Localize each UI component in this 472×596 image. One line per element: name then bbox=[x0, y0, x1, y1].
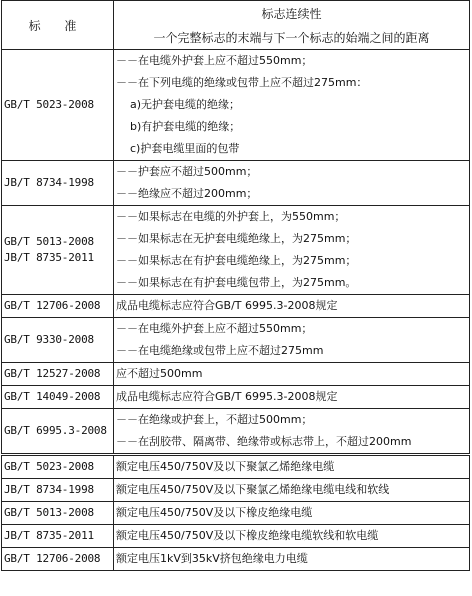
requirement-line: －－绝缘应不超过200mm； bbox=[116, 187, 258, 200]
standard-cell bbox=[2, 409, 114, 455]
table-row bbox=[2, 363, 470, 386]
standard-cell bbox=[2, 295, 114, 318]
note-row bbox=[2, 525, 470, 548]
continuity-cell bbox=[114, 295, 470, 318]
requirement-line: a)无护套电缆的绝缘； bbox=[130, 98, 241, 111]
note-standard-code: JB/T 8735-2011 bbox=[2, 525, 114, 548]
note-standard-code: GB/T 5023-2008 bbox=[2, 455, 114, 479]
requirement-line: b)有护套电缆的绝缘； bbox=[130, 120, 241, 133]
continuity-cell bbox=[114, 409, 470, 455]
requirement-line: －－在绝缘或护套上，不超过500mm； bbox=[116, 413, 313, 426]
requirement-line: 成品电缆标志应符合GB/T 6995.3-2008规定 bbox=[116, 299, 338, 312]
note-description: 额定电压1kV到35kV挤包绝缘电力电缆 bbox=[114, 548, 470, 571]
standard-cell bbox=[2, 161, 114, 206]
continuity-cell bbox=[114, 161, 470, 206]
table-row bbox=[2, 206, 470, 295]
requirement-line: 应不超过500mm bbox=[116, 367, 203, 380]
standard-code: JB/T 8735-2011 bbox=[4, 251, 94, 264]
table-row bbox=[2, 386, 470, 409]
requirement-line: 成品电缆标志应符合GB/T 6995.3-2008规定 bbox=[116, 390, 338, 403]
standard-code: GB/T 5023-2008 bbox=[4, 98, 94, 111]
table-row bbox=[2, 295, 470, 318]
standard-code: GB/T 14049-2008 bbox=[4, 390, 101, 403]
continuity-cell bbox=[114, 50, 470, 161]
note-standard-code: JB/T 8734-1998 bbox=[2, 479, 114, 502]
standard-cell bbox=[2, 50, 114, 161]
requirement-line: －－如果标志在无护套电缆绝缘上，为275mm； bbox=[116, 232, 357, 245]
continuity-column-subtitle: 一个完整标志的末端与下一个标志的始端之间的距离 bbox=[114, 25, 470, 50]
standard-code: GB/T 12706-2008 bbox=[4, 299, 101, 312]
note-row bbox=[2, 502, 470, 525]
standard-column-header: 标 准 bbox=[2, 1, 114, 50]
note-row bbox=[2, 455, 470, 479]
note-description: 额定电压450/750V及以下橡皮绝缘电缆软线和软电缆 bbox=[114, 525, 470, 548]
standard-code: GB/T 6995.3-2008 bbox=[4, 424, 107, 437]
continuity-cell bbox=[114, 318, 470, 363]
note-row bbox=[2, 479, 470, 502]
table-row bbox=[2, 409, 470, 455]
requirement-line: －－在电缆外护套上应不超过550mm； bbox=[116, 54, 313, 67]
note-description: 额定电压450/750V及以下聚氯乙烯绝缘电缆电线和软线 bbox=[114, 479, 470, 502]
table-row bbox=[2, 50, 470, 161]
note-standard-code: GB/T 5013-2008 bbox=[2, 502, 114, 525]
requirement-line: －－如果标志在有护套电缆包带上，为275mm。 bbox=[116, 276, 357, 289]
continuity-cell bbox=[114, 363, 470, 386]
requirement-line: －－在下列电缆的绝缘或包带上应不超过275mm： bbox=[116, 76, 368, 89]
continuity-column-header: 标志连续性 bbox=[114, 1, 470, 26]
standard-code: JB/T 8734-1998 bbox=[4, 176, 94, 189]
standard-code: GB/T 9330-2008 bbox=[4, 333, 94, 346]
note-standard-code: GB/T 12706-2008 bbox=[2, 548, 114, 571]
requirement-line: －－如果标志在电缆的外护套上，为550mm； bbox=[116, 210, 346, 223]
note-row bbox=[2, 548, 470, 571]
marking-continuity-table bbox=[1, 0, 470, 571]
standard-cell bbox=[2, 386, 114, 409]
requirement-line: －－护套应不超过500mm； bbox=[116, 165, 258, 178]
standard-cell bbox=[2, 318, 114, 363]
continuity-cell bbox=[114, 386, 470, 409]
requirement-line: －－如果标志在有护套电缆绝缘上，为275mm； bbox=[116, 254, 357, 267]
standard-cell bbox=[2, 363, 114, 386]
table-row bbox=[2, 161, 470, 206]
note-description: 额定电压450/750V及以下橡皮绝缘电缆 bbox=[114, 502, 470, 525]
continuity-cell bbox=[114, 206, 470, 295]
table-row bbox=[2, 318, 470, 363]
standard-code: GB/T 5013-2008 bbox=[4, 235, 94, 248]
standard-cell bbox=[2, 206, 114, 295]
table-body bbox=[2, 1, 470, 571]
note-description: 额定电压450/750V及以下聚氯乙烯绝缘电缆 bbox=[114, 455, 470, 479]
header-row bbox=[2, 1, 470, 26]
standard-code: GB/T 12527-2008 bbox=[4, 367, 101, 380]
requirement-line: c)护套电缆里面的包带 bbox=[130, 142, 240, 155]
requirement-line: －－在电缆绝缘或包带上应不超过275mm bbox=[116, 344, 324, 357]
requirement-line: －－在电缆外护套上应不超过550mm； bbox=[116, 322, 313, 335]
requirement-line: －－在刮胶带、隔离带、绝缘带或标志带上，不超过200mm bbox=[116, 435, 412, 448]
